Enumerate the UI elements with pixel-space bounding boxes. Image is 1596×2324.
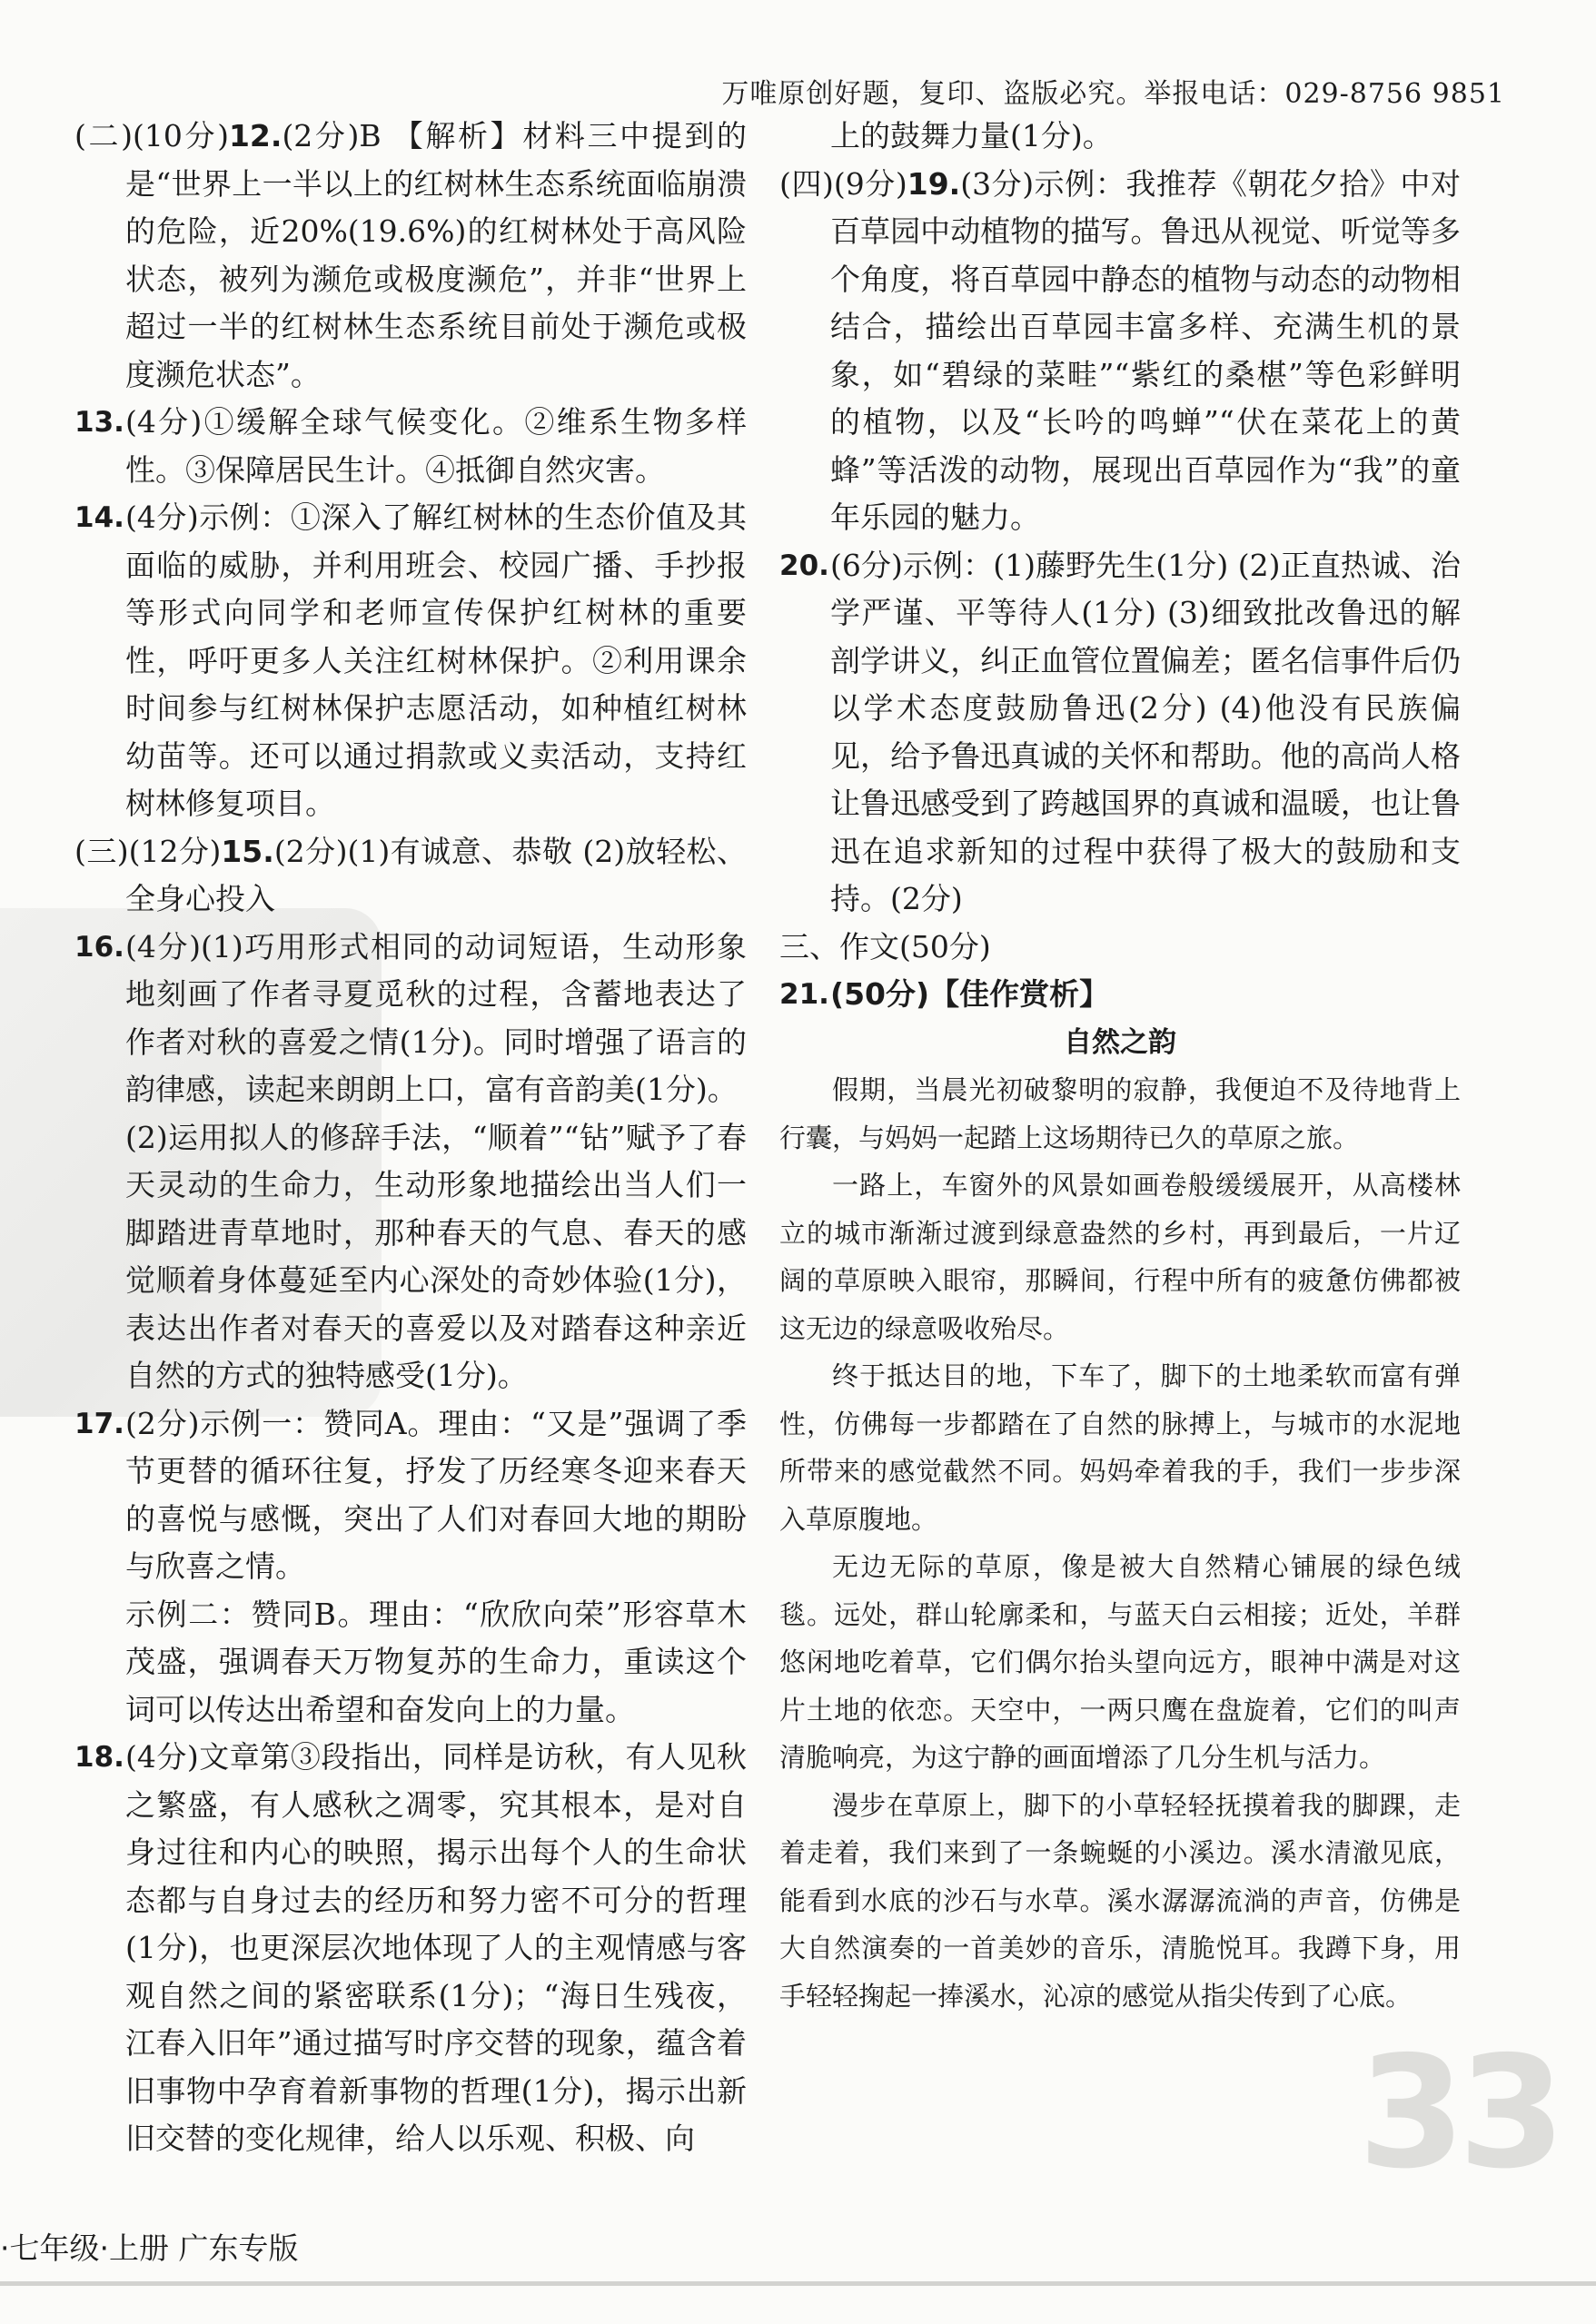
question-13: [74, 399, 747, 494]
question-17: [74, 1400, 747, 1591]
q15-number: 15.: [221, 833, 274, 869]
footer-edition: ·七年级·上册 广东专版: [0, 2230, 299, 2266]
page-number: 33: [1358, 2023, 1559, 2203]
q19-answer: (3分)示例：我推荐《朝花夕拾》中对百草园中动植物的描写。鲁迅从视觉、听觉等多个角度，将百草园中静态的植物与动态的动物相结合，描绘出百草园丰富多样、充满生机的景象，如“碧绿的菜畦”“紫红的桑椹”等色彩鲜明的植物，以及“长吟的鸣蝉”“伏在菜花上的黄蜂”等活泼的动物，展现出百草园作为“我”的童年乐园的魅力。: [830, 165, 1461, 535]
q18-continuation: 上的鼓舞力量(1分)。: [830, 118, 1113, 153]
q16-number: 16.: [74, 930, 124, 964]
composition-section-title: 三、作文(50分): [779, 928, 991, 964]
question-15: [74, 828, 747, 924]
essay-paragraph: 假期，当晨光初破黎明的寂静，我便迫不及待地背上行囊，与妈妈一起踏上这场期待已久的草原之旅。: [779, 1074, 1461, 1153]
question-12: [74, 113, 747, 399]
essay-paragraph: 无边无际的草原，像是被大自然精心铺展的绿色绒毯。远处，群山轮廓柔和，与蓝天白云相接；近处，羊群悠闲地吃着草，它们偶尔抬头望向远方，眼神中满是对这片土地的依恋。天空中，一两只鹰在盘旋着，它们的叫声清脆响亮，为这宁静的画面增添了几分生机与活力。: [779, 1551, 1461, 1773]
question-16: [74, 924, 747, 1114]
q20-number: 20.: [779, 549, 829, 582]
q17-answer-2: 示例二：赞同B。理由：“欣欣向荣”形容草木茂盛，强调春天万物复苏的生命力，重读这个词可以传达出希望和奋发向上的力量。: [125, 1596, 747, 1727]
q14-answer: (4分)示例：①深入了解红树林的生态价值及其面临的威胁，并利用班会、校园广播、手抄报等形式向同学和老师宣传保护红树林的重要性，呼吁更多人关注红树林保护。②利用课余时间参与红树林保护志愿活动，如种植红树林幼苗等。还可以通过捐款或义卖活动，支持红树林修复项目。: [125, 499, 747, 821]
q13-answer: (4分)①缓解全球气候变化。②维系生物多样性。③保障居民生计。④抵御自然灾害。: [125, 404, 747, 488]
copyright-notice: 万唯原创好题，复印、盗版必究。举报电话：029-8756 9851: [721, 78, 1505, 110]
q12-number: 12.: [228, 118, 283, 153]
essay-paragraph: 漫步在草原上，脚下的小草轻轻抚摸着我的脚踝，走着走着，我们来到了一条蜿蜒的小溪边。溪水清澈见底，能看到水底的沙石与水草。溪水潺潺流淌的声音，仿佛是大自然演奏的一首美妙的音乐，清脆悦耳。我蹲下身，用手轻轻掬起一捧溪水，沁凉的感觉从指尖传到了心底。: [779, 1789, 1461, 2012]
q18-number: 18.: [74, 1741, 124, 1774]
essay-paragraph: 一路上，车窗外的风景如画卷般缓缓展开，从高楼林立的城市渐渐过渡到绿意盎然的乡村，再到最后，一片辽阔的草原映入眼帘，那瞬间，行程中所有的疲惫仿佛都被这无边的绿意吸收殆尽。: [779, 1170, 1461, 1344]
q16-answer-1: (4分)(1)巧用形式相同的动词短语，生动形象地刻画了作者寻夏觅秋的过程，含蓄地表达了作者对秋的喜爱之情(1分)。同时增强了语言的韵律感，读起来朗朗上口，富有音韵美(1分)。: [125, 928, 747, 1107]
section-4-title: (四)(9分): [779, 165, 907, 202]
q15-answer: (2分)(1)有诚意、恭敬 (2)放轻松、全身心投入: [125, 833, 747, 916]
q17-number: 17.: [74, 1407, 124, 1440]
q12-answer: (2分)B 【解析】材料三中提到的是“世界上一半以上的红树林生态系统面临崩溃的危险，近20%(19.6%)的红树林处于高风险状态，被列为濒危或极度濒危”，并非“世界上超过一半的红树林生态系统目前处于濒危或极度濒危状态”。: [125, 118, 747, 392]
model-essay: [779, 1019, 1461, 2021]
left-column: [74, 113, 747, 2163]
section-3-title: (三)(12分): [74, 833, 222, 869]
question-19: [779, 161, 1461, 542]
q21-label: (50分)【佳作赏析】: [830, 976, 1110, 1012]
q18-answer: (4分)文章第③段指出，同样是访秋，有人见秋之繁盛，有人感秋之凋零，究其根本，是对自身过往和内心的映照，揭示出每个人的生命状态都与自身过去的经历和努力密不可分的哲理(1分)，也更深层次地体现了人的主观情感与客观自然之间的紧密联系(1分)；“海日生残夜，江春入旧年”通过描写时序交替的现象，蕴含着旧事物中孕育着新事物的哲理(1分)，揭示出新旧交替的变化规律，给人以乐观、积极、向: [125, 1739, 747, 2156]
q14-number: 14.: [74, 501, 124, 534]
q19-number: 19.: [907, 165, 961, 202]
question-20: [779, 542, 1461, 924]
question-14: [74, 494, 747, 828]
q20-answer: (6分)示例：(1)藤野先生(1分) (2)正直热诚、治学严谨、平等待人(1分) (3)细致批改鲁迅的解剖学讲义，纠正血管位置偏差；匿名信事件后仍以学术态度鼓励鲁迅(2分) (4)他没有民族偏见，给予鲁迅真诚的关怀和帮助。他的高尚人格让鲁迅感受到了跨越国界的真诚和温暖，也让鲁迅在追求新知的过程中获得了极大的鼓励和支持。(2分): [830, 547, 1461, 916]
q17-answer-1: (2分)示例一：赞同A。理由：“又是”强调了季节更替的循环往复，抒发了历经寒冬迎来春天的喜悦与感慨，突出了人们对春回大地的期盼与欣喜之情。: [125, 1405, 747, 1584]
right-column: [779, 113, 1461, 2020]
question-18: [74, 1734, 747, 2163]
q13-number: 13.: [74, 406, 124, 439]
footer-divider: [0, 2281, 1596, 2286]
q16-answer-2: (2)运用拟人的修辞手法，“顺着”“钻”赋予了春天灵动的生命力，生动形象地描绘出当人们一脚踏进青草地时，那种春天的气息、春天的感觉顺着身体蔓延至内心深处的奇妙体验(1分)，表达出作者对春天的喜爱以及对踏春这种亲近自然的方式的独特感受(1分)。: [125, 1119, 747, 1393]
q21-number: 21.: [779, 978, 829, 1011]
essay-paragraph: 终于抵达目的地，下车了，脚下的土地柔软而富有弹性，仿佛每一步都踏在了自然的脉搏上，与城市的水泥地所带来的感觉截然不同。妈妈牵着我的手，我们一步步深入草原腹地。: [779, 1360, 1461, 1535]
question-21: [779, 971, 1461, 1019]
section-2-title: (二)(10分): [74, 118, 229, 153]
essay-title: 自然之韵: [1064, 1025, 1176, 1059]
